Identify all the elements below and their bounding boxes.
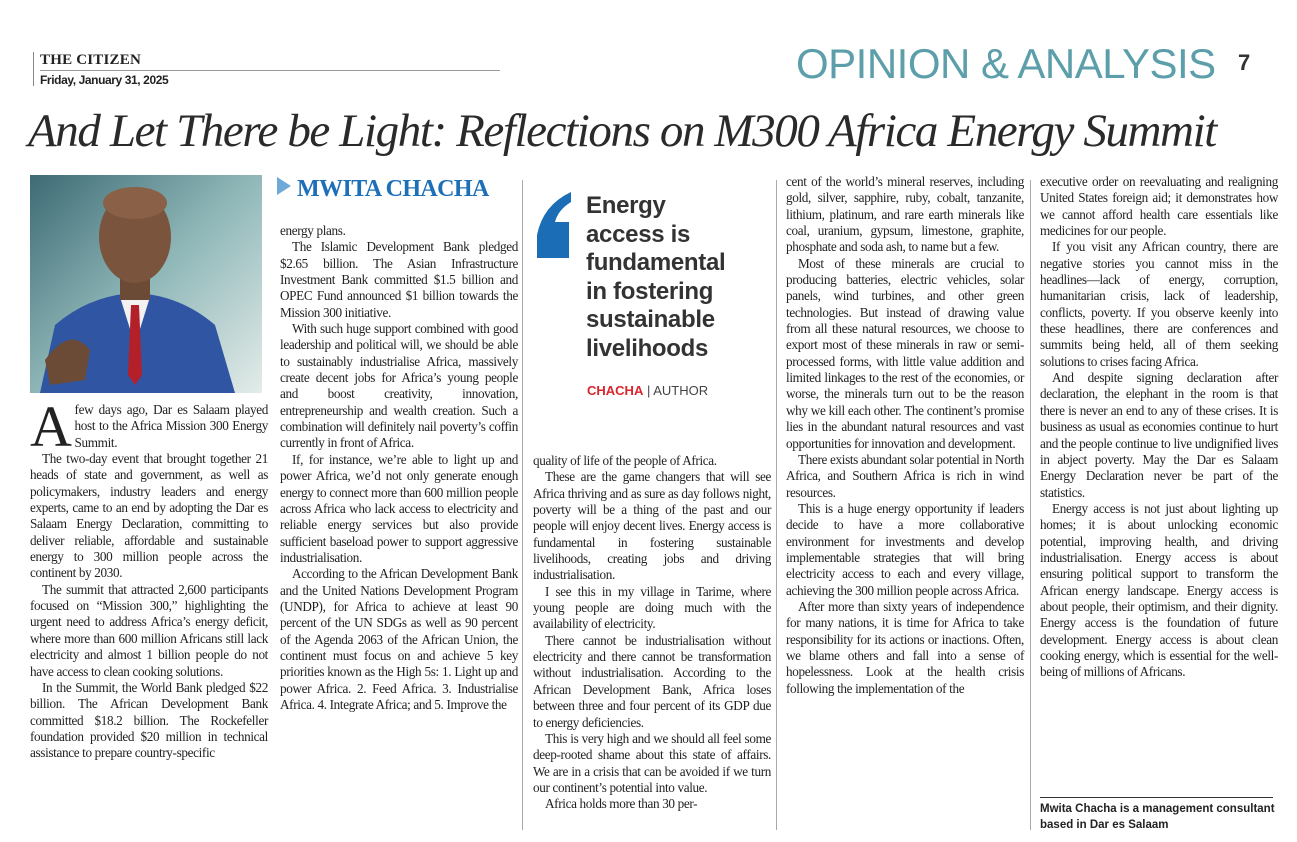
masthead-rule	[40, 70, 500, 71]
paragraph: This is a huge energy opportunity if leaders decide to have a more collaborative environment for investments and develop implementable strategies that will bring electricity access to each and every village, achieving the 300 million people across Africa.	[786, 500, 1024, 598]
paragraph: Afew days ago, Dar es Salaam played host to the Africa Mission 300 Energy Summit.	[30, 394, 268, 459]
paragraph: cent of the world’s mineral reserves, including gold, silver, sapphire, ruby, cobalt, tanzanite, lithium, platinum, and rare earth minerals like coal, uranium, gypsum, limestone, graphite, phosphate and soda ash, to name but a few.	[786, 174, 1024, 255]
paragraph: Most of these minerals are crucial to producing batteries, electric vehicles, solar panels, wind turbines, and other green technologies. But instead of drawing value from all these natural resources, we choose to export most of these minerals in raw or semi-processed forms, with little value addition and limited linkages to the rest of the economies, or worse, the minerals turn out to be the reason why we kill each other. The continent’s promise lies in the abundant natural resources and vast opportunities for innovation and development.	[786, 255, 1024, 451]
issue-date: Friday, January 31, 2025	[40, 73, 169, 87]
byline-arrow-icon	[277, 177, 291, 195]
paragraph: These are the game changers that will see Africa thriving and as sure as day follows night, poverty will be a thing of the past and our people will enjoy decent lives. Energy access is fundamental in fostering sustainable livelihoods, creating jobs and driving industrialisation.	[533, 469, 771, 583]
paragraph: The Islamic Development Bank pledged $2.65 billion. The Asian Infrastructure Investment Bank committed $1.5 billion and OPEC Fund announced $1 billion towards the Mission 300 initiative.	[280, 239, 518, 320]
paragraph: After more than sixty years of independence for many nations, it is time for Africa to take responsibility for its actions or inactions. Often, we blame others and fall into a sense of hopelessness. Look at the health crisis following the implementation of the	[786, 598, 1024, 696]
paragraph: executive order on reevaluating and realigning United States foreign aid; it demonstrates how we cannot afford health care essentials like medicines for our people.	[1040, 174, 1278, 239]
author-byline	[277, 176, 489, 203]
pull-quote-credit: CHACHA | AUTHOR	[587, 383, 709, 398]
paragraph: There cannot be industrialisation without electricity and there cannot be transformation without industrialisation. According to the African Development Bank, Africa loses between three and four percent of its GDP due to energy deficiencies.	[533, 632, 771, 730]
paragraph: The summit that attracted 2,600 participants focused on “Mission 300,” highlighting the urgent need to address Africa’s energy deficit, where more than 600 million Africans still lack electricity and almost 1 billion people do not have access to clean cooking solutions.	[30, 581, 268, 679]
paragraph: If, for instance, we’re able to light up and power Africa, we’d not only generate enough energy to connect more than 600 million people across Africa who lack access to electricity and reliable energy services but also provide sufficient baseload power to support aggressive industrialisation.	[280, 451, 518, 565]
article-headline: And Let There be Light: Reflections on M300 Africa Energy Summit	[28, 105, 1216, 157]
paragraph: This is very high and we should all feel some deep-rooted shame about this state of affairs. We are in a crisis that can be avoided if we turn our continent’s potential into value.	[533, 730, 771, 795]
paragraph: In the Summit, the World Bank pledged $22 billion. The African Development Bank committed $18.2 billion. The Rockefeller foundation provided $20 million in technical assistance to prepare country-specific	[30, 679, 268, 761]
paragraph: I see this in my village in Tarime, where young people are doing much with the availability of electricity.	[533, 583, 771, 632]
article-column-2	[280, 223, 518, 713]
author-name: MWITA CHACHA	[297, 176, 489, 202]
author-portrait-image	[30, 175, 262, 393]
paragraph: The two-day event that brought together 21 heads of state and government, as well as policymakers, industry leaders and energy experts, came to an end by adopting the Dar es Salaam Energy Declaration, committing to deliver reliable, affordable and sustainable energy to 300 million people across the continent by 2030.	[30, 451, 268, 581]
credit-name: CHACHA	[587, 383, 644, 398]
credit-role: AUTHOR	[653, 383, 709, 398]
paragraph: If you visit any African country, there are negative stories you cannot miss in the headlines—lack of energy, corruption, humanitarian crisis, lack of leadership, conflicts, poverty. If you observe keenly into these headlines, there are conferences and summits being held, all of them seeking solutions to crises facing Africa.	[1040, 239, 1278, 369]
author-bio: Mwita Chacha is a management consultant based in Dar es Salaam	[1040, 803, 1275, 831]
article-column-1	[30, 394, 268, 762]
quote-mark-icon	[533, 190, 573, 260]
paragraph: Energy access is not just about lighting up homes; it is about unlocking economic potential, improving health, and driving industrialisation. Energy access is about ensuring political support to transform the African energy landscape. Energy access is about people, their optimism, and their dignity. Energy access is the foundation of future development. Energy access is about clean cooking energy, which is essential for the well-being of millions of Africans.	[1040, 500, 1278, 680]
column-rule	[776, 180, 777, 830]
paragraph: There exists abundant solar potential in North Africa, and Southern Africa is rich in wind resources.	[786, 451, 1024, 500]
paragraph: energy plans.	[280, 223, 346, 238]
column-rule	[522, 180, 523, 830]
paragraph: With such huge support combined with good leadership and political will, we should be able to sustainably industrialise Africa, massively create decent jobs for Africa’s young people and boost creativity, innovation, entrepreneurship and wealth creation. Such a combination will definitely nail poverty’s coffin currently in front of Africa.	[280, 321, 518, 451]
column-rule	[1030, 180, 1031, 830]
paragraph: And despite signing declaration after declaration, the elephant in the room is that there is never an end to any of these crises. It is business as usual as economies continue to hurt and the people continue to live undignified lives in abject poverty. May the Dar es Salaam Energy Declaration never be part of the statistics.	[1040, 370, 1278, 500]
article-column-4	[786, 174, 1024, 697]
page-number: 7	[1238, 50, 1251, 75]
section-title: OPINION & ANALYSIS	[796, 40, 1216, 87]
newspaper-name: THE CITIZEN	[40, 52, 141, 68]
article-column-3	[533, 453, 771, 813]
paragraph: quality of life of the people of Africa.	[533, 453, 717, 468]
article-column-5	[1040, 174, 1278, 681]
pull-quote: Energy access is fundamental in fostering sustainable livelihoods	[586, 192, 726, 362]
paragraph: Africa holds more than 30 per-	[545, 796, 698, 812]
drop-cap: A	[30, 394, 72, 459]
paragraph: According to the African Development Bank and the United Nations Development Program (UNDP), for Africa to achieve at least 90 percent of the UN SDGs as well as 90 percent of the Agenda 2063 of the African Union, the continent must focus on and achieve 5 key priorities known as the High 5s: 1. Light up and power Africa. 2. Feed Africa. 3. Industrialise Africa. 4. Integrate Africa; and 5. Improve the	[280, 566, 518, 712]
bio-divider	[1040, 797, 1273, 798]
masthead-divider	[33, 52, 34, 86]
author-photo	[30, 175, 262, 393]
